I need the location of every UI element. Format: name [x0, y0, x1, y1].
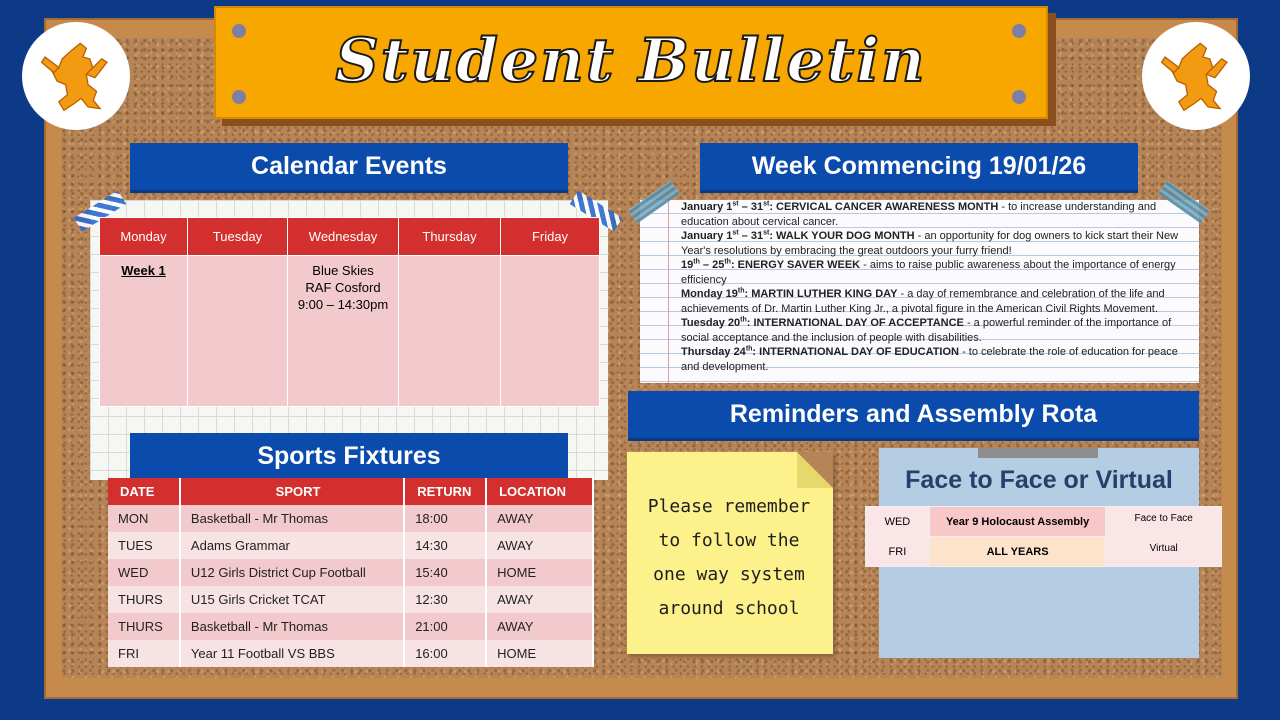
school-crest-right [1142, 22, 1250, 130]
fixture-return: 16:00 [404, 640, 486, 667]
calendar-cell [501, 256, 600, 407]
table-row [866, 537, 1222, 567]
fixture-sport: U12 Girls District Cup Football [180, 559, 404, 586]
sports-table [108, 478, 594, 667]
week-header: Week Commencing 19/01/26 [700, 143, 1138, 193]
week-event-item: Thursday 24th: INTERNATIONAL DAY OF EDUCATION - to celebrate the role of education for peace and development. [681, 345, 1178, 373]
school-crest-left [22, 22, 130, 130]
table-row [108, 505, 593, 532]
fixture-location: AWAY [486, 586, 593, 613]
assembly-table [865, 506, 1222, 567]
paper-clip [978, 448, 1098, 458]
fixture-return: 15:40 [404, 559, 486, 586]
assembly-day: WED [866, 507, 930, 537]
fixture-sport: Basketball - Mr Thomas [180, 613, 404, 640]
fixture-day: THURS [108, 586, 180, 613]
col-return: RETURN [404, 478, 486, 505]
fixture-return: 18:00 [404, 505, 486, 532]
week-event-item: Tuesday 20th: INTERNATIONAL DAY OF ACCEPTANCE - a powerful reminder of the importance of social acceptance and the inclusion of people with disabilities. [681, 316, 1172, 344]
week-events-list [681, 200, 1191, 383]
page-fold [797, 452, 833, 488]
week-event-item: 19th – 25th: ENERGY SAVER WEEK - aims to raise public awareness about the importance of energy efficiency [681, 258, 1176, 286]
fixture-location: HOME [486, 559, 593, 586]
fixture-location: HOME [486, 640, 593, 667]
fixture-sport: Year 11 Football VS BBS [180, 640, 404, 667]
table-row [108, 613, 593, 640]
fixture-location: AWAY [486, 505, 593, 532]
fixture-sport: U15 Girls Cricket TCAT [180, 586, 404, 613]
event-name: Blue Skies [312, 263, 374, 278]
lion-rampant-icon [33, 33, 119, 119]
fixture-location: AWAY [486, 613, 593, 640]
fixture-day: MON [108, 505, 180, 532]
fixture-return: 12:30 [404, 586, 486, 613]
col-location: LOCATION [486, 478, 593, 505]
reminders-header: Reminders and Assembly Rota [628, 391, 1199, 441]
calendar-day-friday: Friday [501, 218, 600, 256]
table-row [108, 559, 593, 586]
reminder-text: Please remember to follow the one way system around school [647, 496, 811, 619]
fixture-sport: Basketball - Mr Thomas [180, 505, 404, 532]
col-sport: SPORT [180, 478, 404, 505]
lion-rampant-icon [1153, 33, 1239, 119]
table-row [866, 507, 1222, 537]
title-banner [214, 6, 1048, 119]
table-row [108, 640, 593, 667]
event-location: RAF Cosford [305, 280, 381, 295]
calendar-day-monday: Monday [100, 218, 188, 256]
assembly-mode: Face to Face [1106, 507, 1222, 537]
calendar-cell [399, 256, 501, 407]
calendar-cell [188, 256, 288, 407]
table-row [108, 586, 593, 613]
fixture-sport: Adams Grammar [180, 532, 404, 559]
sports-header: Sports Fixtures [130, 433, 568, 483]
col-date: DATE [108, 478, 180, 505]
fixture-day: TUES [108, 532, 180, 559]
sticky-note [627, 452, 833, 654]
assembly-day: FRI [866, 537, 930, 567]
fixture-location: AWAY [486, 532, 593, 559]
page-title: Student Bulletin [335, 26, 927, 96]
assembly-name: Year 9 Holocaust Assembly [929, 507, 1106, 537]
table-row [108, 532, 593, 559]
assembly-mode: Virtual [1106, 537, 1222, 567]
week-event-item: January 1st – 31st: CERVICAL CANCER AWARENESS MONTH - to increase understanding and education about cervical cancer. [681, 200, 1157, 228]
fixture-day: WED [108, 559, 180, 586]
calendar-week-label: Week 1 [100, 256, 188, 407]
calendar-day-wednesday: Wednesday [288, 218, 399, 256]
assembly-title: Face to Face or Virtual [905, 466, 1173, 494]
fixture-day: THURS [108, 613, 180, 640]
week-event-item: Monday 19th: MARTIN LUTHER KING DAY - a day of remembrance and celebration of the life and achievements of Dr. Martin Luther King Jr., a pivotal figure in the American Civil Rights Movement. [681, 287, 1165, 315]
week-event-item: January 1st – 31st: WALK YOUR DOG MONTH - an opportunity for dog owners to kick start their New Year's resolutions by embracing the great outdoors your furry friend! [681, 229, 1179, 257]
calendar-day-thursday: Thursday [399, 218, 501, 256]
calendar-header: Calendar Events [130, 143, 568, 193]
fixture-return: 14:30 [404, 532, 486, 559]
fixture-day: FRI [108, 640, 180, 667]
event-time: 9:00 – 14:30pm [297, 297, 389, 312]
fixture-return: 21:00 [404, 613, 486, 640]
calendar-table [99, 217, 600, 407]
assembly-name: ALL YEARS [929, 537, 1106, 567]
calendar-event [288, 256, 399, 407]
calendar-day-tuesday: Tuesday [188, 218, 288, 256]
